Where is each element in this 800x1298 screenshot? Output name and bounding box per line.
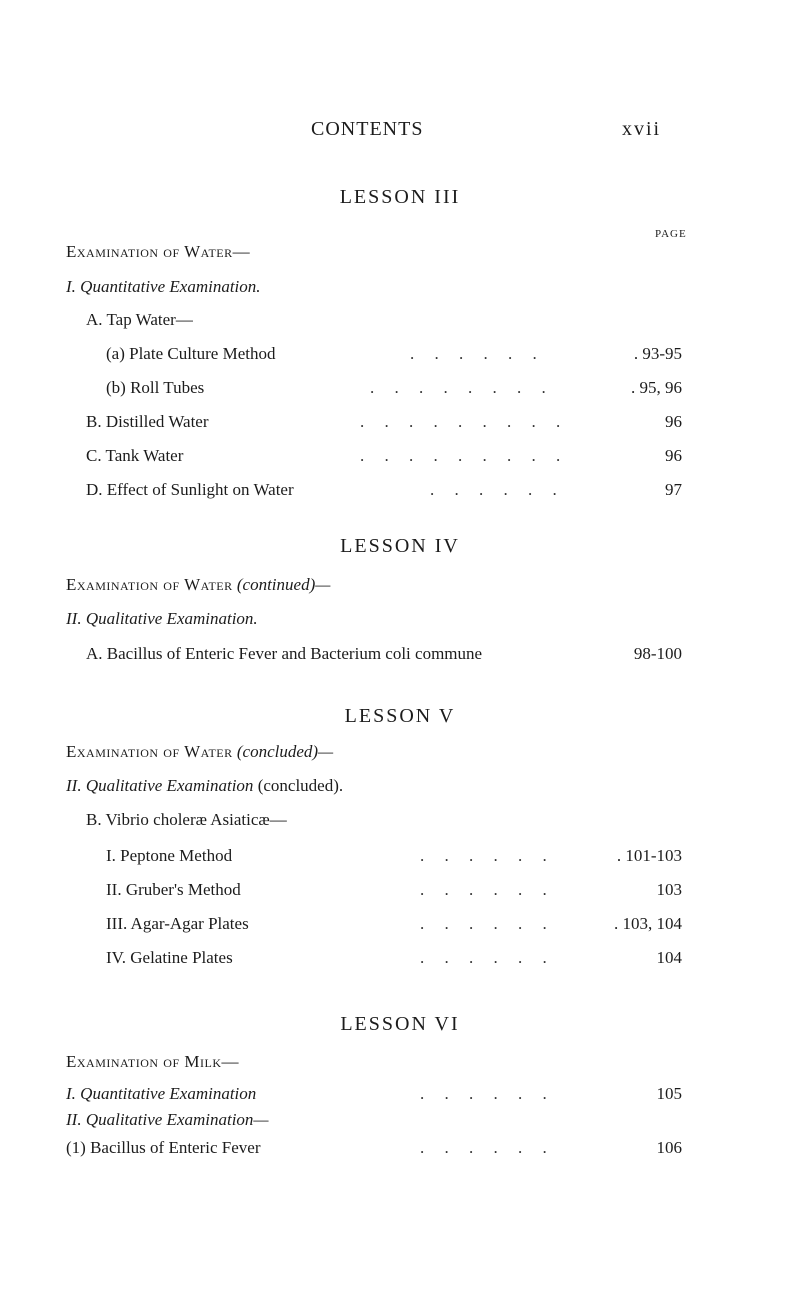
toc-entry [0, 1084, 800, 1110]
toc-entry [0, 378, 800, 404]
entry-label: (1) Bacillus of Enteric Fever [66, 1138, 261, 1157]
running-head-title: CONTENTS [311, 118, 424, 140]
entry-page: 103 [656, 880, 682, 899]
entry-page: . 101-103 [616, 846, 682, 865]
lesson-heading: LESSON III [339, 186, 461, 208]
entry-label: III. Agar-Agar Plates [106, 914, 249, 933]
toc-entry [0, 914, 800, 940]
toc-entry [0, 480, 800, 506]
leader-dots: . . . . . . [430, 480, 565, 499]
toc-entry [0, 1138, 800, 1164]
leader-dots: . . . . . . [420, 846, 555, 865]
leader-dots: . . . . . . [420, 1084, 555, 1103]
leader-dots: . . . . . . [420, 914, 555, 933]
entry-page: 104 [656, 948, 682, 967]
entry-page: 96 [665, 412, 682, 431]
entry-page: 106 [656, 1138, 682, 1157]
entry-label: C. Tank Water [86, 446, 184, 465]
entry-page: 105 [656, 1084, 682, 1103]
section-title-text: Examination of Water [66, 575, 233, 594]
subsection-title: II. Qualitative Examination. [66, 609, 258, 628]
entry-label: (b) Roll Tubes [106, 378, 205, 397]
entry-page: . 103, 104 [614, 914, 682, 933]
section-title-note: (concluded)— [236, 742, 334, 761]
page-folio: xvii [622, 118, 662, 140]
entry-label: I. Peptone Method [106, 846, 233, 865]
subsection-title [66, 776, 343, 796]
leader-dots: . . . . . . [420, 880, 555, 899]
entry-label: II. Gruber's Method [106, 880, 241, 899]
section-title-note: (continued)— [236, 575, 331, 594]
leader-dots: . . . . . . [420, 948, 555, 967]
entry-label: (a) Plate Culture Method [106, 344, 276, 363]
toc-entry [0, 412, 800, 438]
toc-entry [0, 644, 800, 670]
section-title: Examination of Water— [66, 242, 251, 261]
group-label: B. Vibrio choleræ Asiaticæ— [86, 810, 287, 829]
section-title-text: Examination of Water [66, 742, 233, 761]
group-label: A. Tap Water— [86, 310, 193, 329]
lesson-heading: LESSON IV [340, 535, 460, 557]
toc-entry [0, 1110, 800, 1136]
entry-page: . 93-95 [633, 344, 682, 363]
entry-label: B. Distilled Water [86, 412, 209, 431]
lesson-heading: LESSON V [344, 705, 456, 727]
entry-label: A. Bacillus of Enteric Fever and Bacterium coli commune [86, 644, 483, 663]
page-column-label: PAGE [655, 228, 687, 240]
entry-page: 98-100 [633, 644, 682, 663]
entry-page: . 95, 96 [631, 378, 682, 397]
section-title [66, 742, 333, 762]
toc-entry [0, 846, 800, 872]
entry-label: D. Effect of Sunlight on Water [86, 480, 294, 499]
entry-label: II. Qualitative Examination— [66, 1110, 269, 1129]
subsection-title-note: (concluded). [257, 776, 344, 795]
section-title: Examination of Milk— [66, 1052, 239, 1071]
toc-entry [0, 344, 800, 370]
leader-dots: . . . . . . . . . [360, 412, 569, 431]
running-head [0, 118, 800, 148]
entry-label: I. Quantitative Examination [66, 1084, 257, 1103]
leader-dots: . . . . . . [410, 344, 545, 363]
entry-page: 97 [665, 480, 682, 499]
toc-entry [0, 880, 800, 906]
section-title [66, 575, 330, 595]
toc-entry [0, 446, 800, 472]
leader-dots: . . . . . . [420, 1138, 555, 1157]
entry-page: 96 [665, 446, 682, 465]
entry-label: IV. Gelatine Plates [106, 948, 233, 967]
subsection-title-text: II. Qualitative Examination [66, 776, 254, 795]
leader-dots: . . . . . . . . [370, 378, 554, 397]
subsection-title: I. Quantitative Examination. [66, 277, 261, 296]
leader-dots: . . . . . . . . . [360, 446, 569, 465]
toc-entry [0, 948, 800, 974]
lesson-heading: LESSON VI [340, 1013, 460, 1035]
